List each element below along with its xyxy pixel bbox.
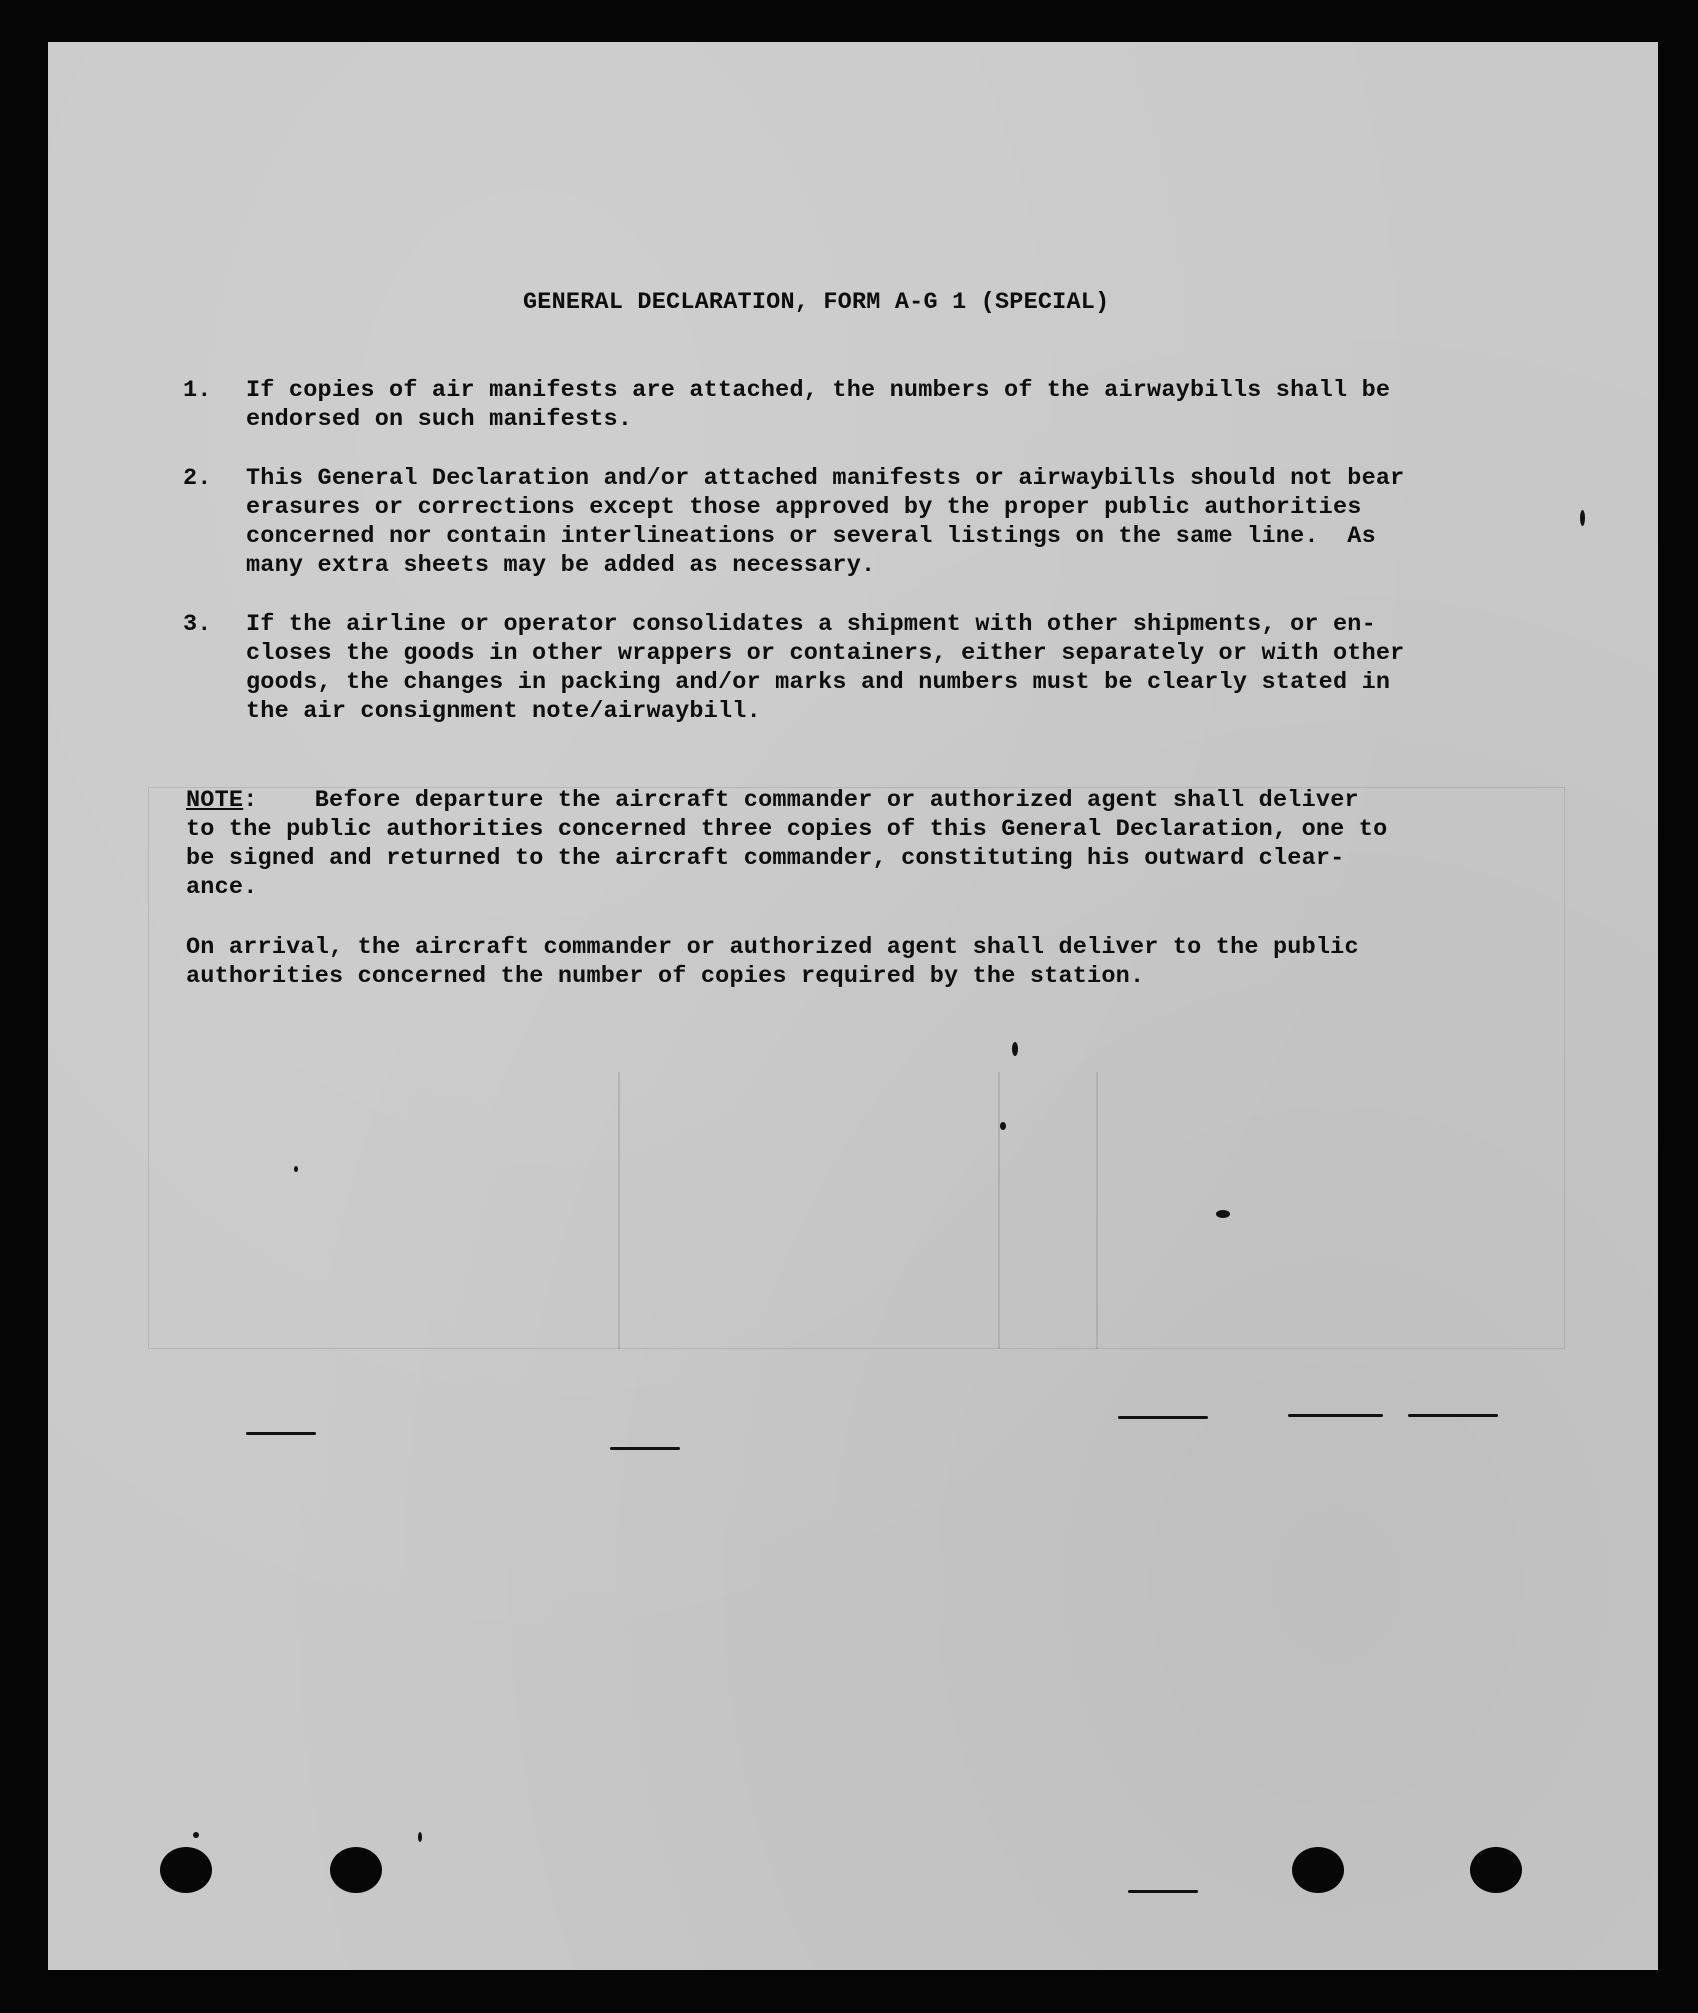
speck (193, 1832, 199, 1838)
note-colon: : (243, 787, 315, 814)
speck (418, 1832, 422, 1842)
note-line-2: to the public authorities concerned three copies of this General Declaration, one to (186, 816, 1388, 843)
arrival-paragraph (186, 933, 1359, 991)
item-2-line-3: concerned nor contain interlineations or several listings on the same line. As (246, 523, 1376, 550)
speck (1012, 1042, 1018, 1056)
speck (294, 1166, 298, 1172)
note-line-3: be signed and returned to the aircraft commander, constituting his outward clear- (186, 845, 1345, 872)
item-2-line-2: erasures or corrections except those approved by the proper public authorities (246, 494, 1362, 521)
item-3-line-2: closes the goods in other wrappers or containers, either separately or with other (246, 640, 1405, 667)
speck (1216, 1210, 1230, 1218)
item-3-number: 3. (183, 611, 212, 638)
item-2-number: 2. (183, 465, 212, 492)
item-1-line-1: If copies of air manifests are attached, the numbers of the airwaybills shall be (246, 377, 1391, 404)
speck (1118, 1416, 1208, 1419)
bleed-through-divider-3 (1096, 1072, 1098, 1349)
note-line-1-text: Before departure the aircraft commander or authorized agent shall deliver (314, 787, 1359, 814)
speck (610, 1447, 680, 1450)
item-3-line-4: the air consignment note/airwaybill. (246, 698, 761, 725)
speck (1580, 510, 1585, 526)
document-page (48, 42, 1658, 1970)
bleed-through-divider-1 (618, 1072, 620, 1349)
item-2-text (246, 464, 1405, 580)
item-1-line-2: endorsed on such manifests. (246, 406, 633, 433)
note-label: NOTE (186, 787, 244, 814)
punch-hole-3 (1292, 1847, 1344, 1893)
item-1-number: 1. (183, 377, 212, 404)
punch-hole-1 (160, 1847, 212, 1893)
item-2-line-4: many extra sheets may be added as necessary. (246, 552, 876, 579)
punch-hole-2 (330, 1847, 382, 1893)
item-3-line-3: goods, the changes in packing and/or marks and numbers must be clearly stated in (246, 669, 1391, 696)
punch-hole-4 (1470, 1847, 1522, 1893)
note-paragraph (186, 786, 1387, 902)
speck (246, 1432, 316, 1435)
item-1-text (246, 376, 1390, 434)
document-title: GENERAL DECLARATION, FORM A-G 1 (SPECIAL) (523, 289, 1110, 316)
bleed-through-divider-2 (998, 1072, 1000, 1349)
item-3-line-1: If the airline or operator consolidates a shipment with other shipments, or en- (246, 611, 1376, 638)
note-line-1 (186, 786, 1387, 815)
speck (1000, 1122, 1006, 1130)
speck (1288, 1414, 1383, 1417)
note-line-4: ance. (186, 874, 258, 901)
item-2-line-1: This General Declaration and/or attached manifests or airwaybills should not bear (246, 465, 1405, 492)
speck (1128, 1890, 1198, 1893)
arrival-line-1: On arrival, the aircraft commander or authorized agent shall deliver to the public (186, 934, 1359, 961)
item-3-text (246, 610, 1405, 726)
arrival-line-2: authorities concerned the number of copies required by the station. (186, 963, 1145, 990)
speck (1408, 1414, 1498, 1417)
